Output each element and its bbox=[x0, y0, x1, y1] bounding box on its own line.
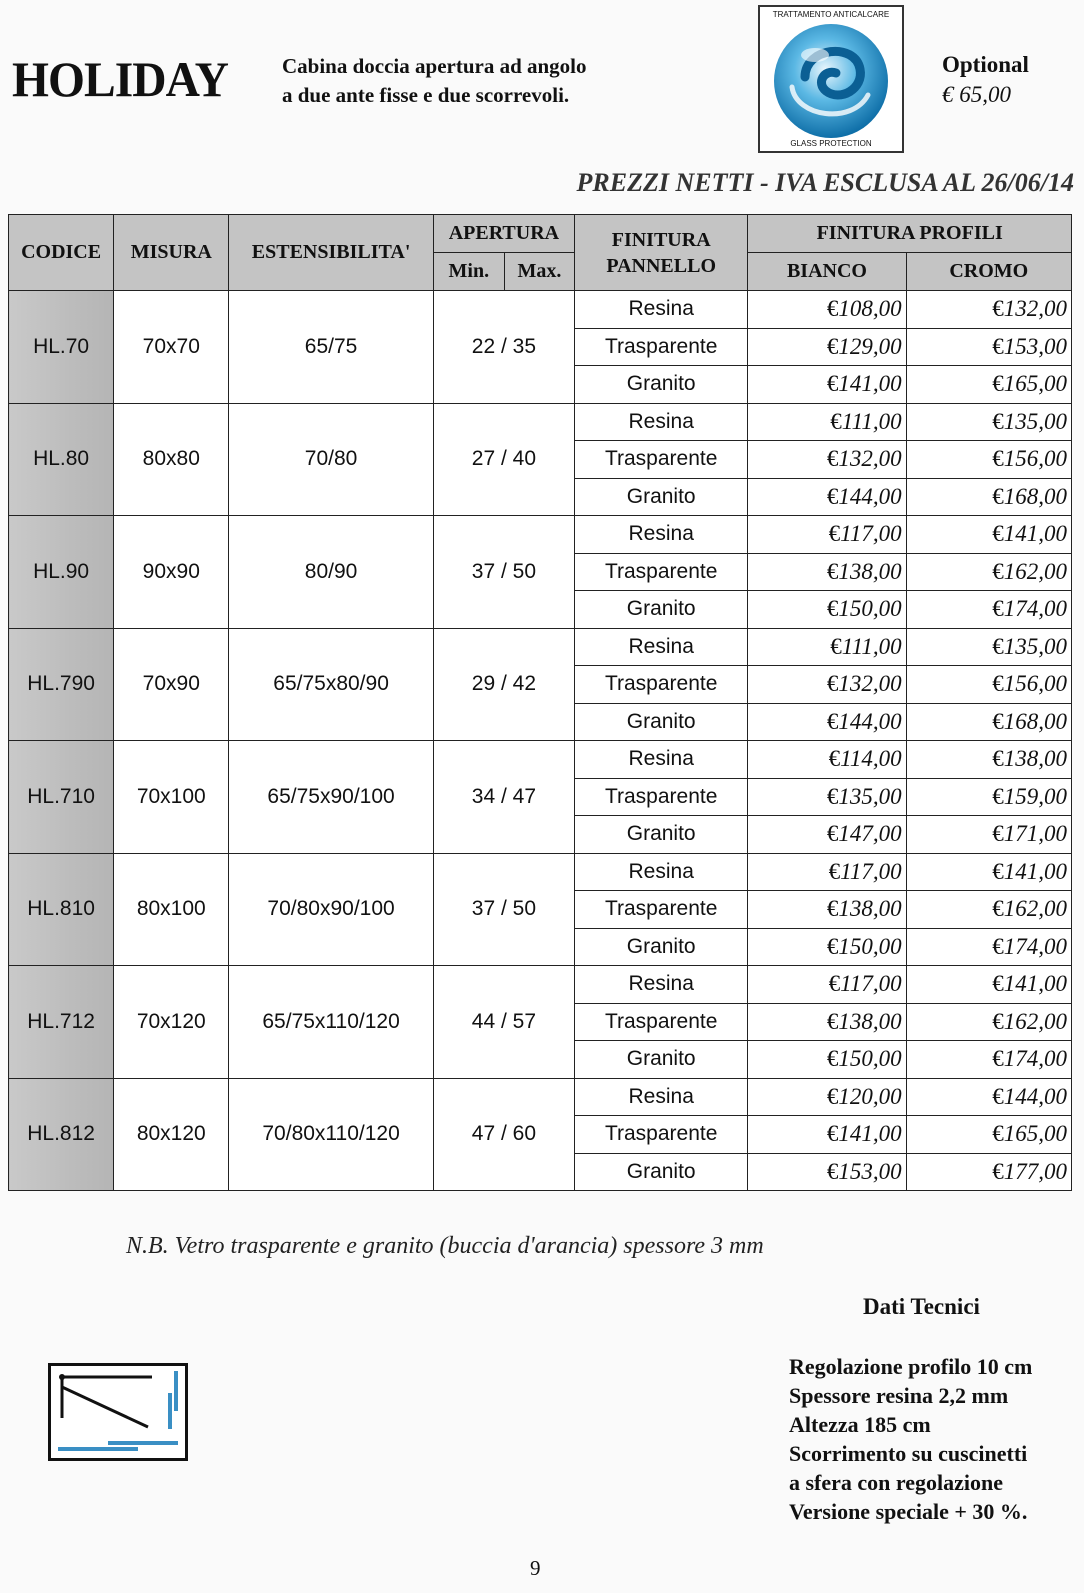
finitura-cell: Resina bbox=[575, 741, 748, 779]
table-row bbox=[9, 1078, 1072, 1116]
bianco-price-cell bbox=[748, 778, 906, 816]
price-value: 174,00 bbox=[1003, 596, 1067, 622]
euro-symbol: € bbox=[992, 896, 1004, 922]
code-cell: HL.790 bbox=[9, 628, 114, 741]
bianco-price-cell bbox=[748, 741, 906, 779]
finitura-cell: Resina bbox=[575, 853, 748, 891]
price-value: 138,00 bbox=[1003, 746, 1067, 772]
price-value: 162,00 bbox=[1003, 896, 1067, 922]
euro-symbol: € bbox=[826, 1121, 839, 1147]
code-cell: HL.810 bbox=[9, 853, 114, 966]
finitura-cell: Resina bbox=[575, 291, 748, 329]
price-value: 141,00 bbox=[1003, 858, 1067, 884]
optional-price: € 65,00 bbox=[942, 82, 1011, 107]
misura-cell: 80x100 bbox=[114, 853, 229, 966]
euro-symbol: € bbox=[992, 408, 1004, 434]
euro-symbol: € bbox=[992, 1121, 1004, 1147]
header-min: Min. bbox=[433, 253, 504, 291]
code-cell: HL.712 bbox=[9, 966, 114, 1079]
euro-symbol: € bbox=[992, 596, 1004, 622]
finitura-cell: Trasparente bbox=[575, 1116, 748, 1154]
euro-symbol: € bbox=[992, 671, 1004, 697]
faint-bleed-text bbox=[32, 1218, 38, 1244]
euro-symbol: € bbox=[992, 1158, 1004, 1184]
cromo-price-cell bbox=[906, 441, 1071, 479]
bianco-price-cell bbox=[748, 441, 906, 479]
estensibilita-cell: 65/75x80/90 bbox=[229, 628, 433, 741]
price-value: 144,00 bbox=[838, 708, 902, 734]
apertura-cell: 37 / 50 bbox=[433, 516, 574, 629]
cromo-price-cell bbox=[906, 591, 1071, 629]
apertura-cell: 22 / 35 bbox=[433, 291, 574, 404]
finitura-cell: Trasparente bbox=[575, 441, 748, 479]
euro-symbol: € bbox=[826, 671, 839, 697]
cromo-price-cell bbox=[906, 853, 1071, 891]
euro-symbol: € bbox=[828, 521, 841, 547]
price-value: 120,00 bbox=[838, 1083, 902, 1109]
estensibilita-cell: 65/75x90/100 bbox=[229, 741, 433, 854]
misura-cell: 70x100 bbox=[114, 741, 229, 854]
header-max: Max. bbox=[504, 253, 574, 291]
table-row bbox=[9, 853, 1072, 891]
cromo-price-cell bbox=[906, 1078, 1071, 1116]
finitura-cell: Granito bbox=[575, 478, 748, 516]
misura-cell: 70x90 bbox=[114, 628, 229, 741]
dati-line: Altezza 185 cm bbox=[789, 1412, 931, 1437]
anticalcare-logo bbox=[758, 5, 904, 153]
finitura-cell: Trasparente bbox=[575, 328, 748, 366]
cromo-price-cell bbox=[906, 291, 1071, 329]
cromo-price-cell bbox=[906, 816, 1071, 854]
price-value: 114,00 bbox=[840, 746, 902, 772]
finitura-cell: Trasparente bbox=[575, 778, 748, 816]
price-value: 162,00 bbox=[1003, 1008, 1067, 1034]
product-description bbox=[282, 52, 587, 110]
euro-symbol: € bbox=[826, 1008, 839, 1034]
price-value: 174,00 bbox=[1003, 933, 1067, 959]
price-value: 165,00 bbox=[1003, 1121, 1067, 1147]
price-value: 171,00 bbox=[1003, 821, 1067, 847]
estensibilita-cell: 70/80 bbox=[229, 403, 433, 516]
code-cell: HL.90 bbox=[9, 516, 114, 629]
bianco-price-cell bbox=[748, 1116, 906, 1154]
bianco-price-cell bbox=[748, 1003, 906, 1041]
table-row bbox=[9, 291, 1072, 329]
dati-line: Regolazione profilo 10 cm bbox=[789, 1354, 1033, 1379]
finitura-cell: Granito bbox=[575, 1153, 748, 1191]
price-value: 156,00 bbox=[1003, 446, 1067, 472]
bianco-price-cell bbox=[748, 891, 906, 929]
apertura-cell: 29 / 42 bbox=[433, 628, 574, 741]
euro-symbol: € bbox=[826, 558, 839, 584]
finitura-cell: Resina bbox=[575, 1078, 748, 1116]
price-value: 132,00 bbox=[838, 446, 902, 472]
cromo-price-cell bbox=[906, 628, 1071, 666]
estensibilita-cell: 80/90 bbox=[229, 516, 433, 629]
bianco-price-cell bbox=[748, 1078, 906, 1116]
estensibilita-cell: 65/75x110/120 bbox=[229, 966, 433, 1079]
dati-line: Spessore resina 2,2 mm bbox=[789, 1383, 1009, 1408]
euro-symbol: € bbox=[992, 633, 1004, 659]
euro-symbol: € bbox=[992, 1046, 1004, 1072]
nb-note: N.B. Vetro trasparente e granito (buccia d'arancia) spessore 3 mm bbox=[126, 1233, 764, 1259]
cromo-price-cell bbox=[906, 478, 1071, 516]
dati-tecnici-list bbox=[789, 1352, 1032, 1526]
cromo-price-cell bbox=[906, 328, 1071, 366]
euro-symbol: € bbox=[826, 1046, 839, 1072]
header-estensibilita: ESTENSIBILITA' bbox=[229, 215, 433, 291]
finitura-cell: Granito bbox=[575, 928, 748, 966]
bianco-price-cell bbox=[748, 516, 906, 554]
header-finitura-pannello: FINITURA PANNELLO bbox=[575, 215, 748, 291]
price-value: 108,00 bbox=[838, 296, 902, 322]
price-value: 174,00 bbox=[1003, 1046, 1067, 1072]
apertura-cell: 47 / 60 bbox=[433, 1078, 574, 1191]
price-value: 117,00 bbox=[840, 521, 902, 547]
estensibilita-cell: 70/80x110/120 bbox=[229, 1078, 433, 1191]
header-bianco: BIANCO bbox=[748, 253, 906, 291]
euro-symbol: € bbox=[826, 483, 839, 509]
price-value: 138,00 bbox=[838, 1008, 902, 1034]
cromo-price-cell bbox=[906, 666, 1071, 704]
cromo-price-cell bbox=[906, 516, 1071, 554]
finitura-cell: Trasparente bbox=[575, 1003, 748, 1041]
misura-cell: 70x120 bbox=[114, 966, 229, 1079]
finitura-cell: Resina bbox=[575, 403, 748, 441]
finitura-cell: Trasparente bbox=[575, 891, 748, 929]
euro-symbol: € bbox=[826, 1158, 839, 1184]
header-codice: CODICE bbox=[9, 215, 114, 291]
header-apertura: APERTURA bbox=[433, 215, 574, 253]
price-value: 117,00 bbox=[840, 971, 902, 997]
euro-symbol: € bbox=[826, 783, 839, 809]
price-value: 159,00 bbox=[1003, 783, 1067, 809]
bianco-price-cell bbox=[748, 703, 906, 741]
euro-symbol: € bbox=[992, 971, 1004, 997]
cromo-price-cell bbox=[906, 1041, 1071, 1079]
price-value: 117,00 bbox=[840, 858, 902, 884]
euro-symbol: € bbox=[992, 1008, 1004, 1034]
cromo-price-cell bbox=[906, 703, 1071, 741]
price-value: 135,00 bbox=[1003, 408, 1067, 434]
price-value: 132,00 bbox=[1003, 296, 1067, 322]
bianco-price-cell bbox=[748, 366, 906, 404]
price-value: 144,00 bbox=[838, 483, 902, 509]
euro-symbol: € bbox=[992, 821, 1004, 847]
page-number: 9 bbox=[530, 1556, 541, 1580]
euro-symbol: € bbox=[992, 933, 1004, 959]
table-row bbox=[9, 966, 1072, 1004]
bianco-price-cell bbox=[748, 1153, 906, 1191]
price-value: 147,00 bbox=[838, 821, 902, 847]
euro-symbol: € bbox=[992, 708, 1004, 734]
cromo-price-cell bbox=[906, 741, 1071, 779]
price-value: 111,00 bbox=[841, 633, 902, 659]
subtitle-line-1: Cabina doccia apertura ad angolo bbox=[282, 54, 587, 78]
finitura-cell: Granito bbox=[575, 816, 748, 854]
shower-plan-diagram-icon bbox=[48, 1363, 188, 1461]
euro-symbol: € bbox=[826, 708, 839, 734]
cromo-price-cell bbox=[906, 403, 1071, 441]
price-value: 177,00 bbox=[1003, 1158, 1067, 1184]
euro-symbol: € bbox=[828, 971, 841, 997]
price-value: 162,00 bbox=[1003, 558, 1067, 584]
dati-tecnici-title: Dati Tecnici bbox=[863, 1294, 980, 1319]
bianco-price-cell bbox=[748, 928, 906, 966]
optional-box bbox=[942, 50, 1029, 110]
code-cell: HL.80 bbox=[9, 403, 114, 516]
price-value: 153,00 bbox=[838, 1158, 902, 1184]
code-cell: HL.812 bbox=[9, 1078, 114, 1191]
apertura-cell: 44 / 57 bbox=[433, 966, 574, 1079]
price-value: 135,00 bbox=[838, 783, 902, 809]
bianco-price-cell bbox=[748, 666, 906, 704]
euro-symbol: € bbox=[826, 371, 839, 397]
finitura-cell: Trasparente bbox=[575, 666, 748, 704]
price-value: 141,00 bbox=[1003, 971, 1067, 997]
header-misura: MISURA bbox=[114, 215, 229, 291]
euro-symbol: € bbox=[828, 746, 841, 772]
cromo-price-cell bbox=[906, 966, 1071, 1004]
price-value: 141,00 bbox=[1003, 521, 1067, 547]
euro-symbol: € bbox=[992, 746, 1004, 772]
euro-symbol: € bbox=[992, 783, 1004, 809]
euro-symbol: € bbox=[826, 333, 839, 359]
finitura-cell: Trasparente bbox=[575, 553, 748, 591]
code-cell: HL.70 bbox=[9, 291, 114, 404]
euro-symbol: € bbox=[992, 446, 1004, 472]
table-row bbox=[9, 403, 1072, 441]
finitura-cell: Granito bbox=[575, 703, 748, 741]
price-value: 129,00 bbox=[838, 333, 902, 359]
euro-symbol: € bbox=[826, 821, 839, 847]
table-row bbox=[9, 516, 1072, 554]
cromo-price-cell bbox=[906, 1153, 1071, 1191]
finitura-cell: Granito bbox=[575, 1041, 748, 1079]
logo-bottom-text: GLASS PROTECTION bbox=[790, 139, 872, 148]
euro-symbol: € bbox=[830, 633, 842, 659]
euro-symbol: € bbox=[830, 408, 842, 434]
cromo-price-cell bbox=[906, 366, 1071, 404]
bianco-price-cell bbox=[748, 403, 906, 441]
bianco-price-cell bbox=[748, 291, 906, 329]
misura-cell: 70x70 bbox=[114, 291, 229, 404]
euro-symbol: € bbox=[826, 296, 839, 322]
bianco-price-cell bbox=[748, 328, 906, 366]
euro-symbol: € bbox=[992, 558, 1004, 584]
price-value: 144,00 bbox=[1003, 1083, 1067, 1109]
brand-title: HOLIDAY bbox=[12, 51, 228, 107]
apertura-cell: 27 / 40 bbox=[433, 403, 574, 516]
bianco-price-cell bbox=[748, 816, 906, 854]
price-table bbox=[8, 214, 1072, 1191]
optional-label: Optional bbox=[942, 52, 1029, 77]
finitura-cell: Resina bbox=[575, 966, 748, 1004]
bianco-price-cell bbox=[748, 591, 906, 629]
misura-cell: 80x80 bbox=[114, 403, 229, 516]
finitura-cell: Resina bbox=[575, 628, 748, 666]
price-value: 141,00 bbox=[838, 1121, 902, 1147]
euro-symbol: € bbox=[828, 858, 841, 884]
logo-top-text: TRATTAMENTO ANTICALCARE bbox=[772, 10, 890, 19]
price-value: 168,00 bbox=[1003, 708, 1067, 734]
code-cell: HL.710 bbox=[9, 741, 114, 854]
euro-symbol: € bbox=[992, 371, 1004, 397]
price-value: 156,00 bbox=[1003, 671, 1067, 697]
dati-line: a sfera con regolazione bbox=[789, 1470, 1004, 1495]
bianco-price-cell bbox=[748, 853, 906, 891]
euro-symbol: € bbox=[992, 858, 1004, 884]
price-value: 168,00 bbox=[1003, 483, 1067, 509]
header-finitura-profili: FINITURA PROFILI bbox=[748, 215, 1072, 253]
finitura-cell: Resina bbox=[575, 516, 748, 554]
price-value: 150,00 bbox=[838, 1046, 902, 1072]
bianco-price-cell bbox=[748, 553, 906, 591]
subtitle-line-2: a due ante fisse e due scorrevoli. bbox=[282, 83, 570, 107]
cromo-price-cell bbox=[906, 1116, 1071, 1154]
table-row bbox=[9, 628, 1072, 666]
cromo-price-cell bbox=[906, 778, 1071, 816]
bianco-price-cell bbox=[748, 478, 906, 516]
price-value: 153,00 bbox=[1003, 333, 1067, 359]
dati-line: Scorrimento su cuscinetti bbox=[789, 1441, 1028, 1466]
price-value: 135,00 bbox=[1003, 633, 1067, 659]
glass-protection-icon bbox=[760, 7, 902, 151]
apertura-cell: 34 / 47 bbox=[433, 741, 574, 854]
bianco-price-cell bbox=[748, 1041, 906, 1079]
cromo-price-cell bbox=[906, 553, 1071, 591]
header-cromo: CROMO bbox=[906, 253, 1071, 291]
price-table-body bbox=[9, 291, 1072, 1191]
finitura-cell: Granito bbox=[575, 366, 748, 404]
estensibilita-cell: 70/80x90/100 bbox=[229, 853, 433, 966]
price-value: 150,00 bbox=[838, 596, 902, 622]
euro-symbol: € bbox=[826, 896, 839, 922]
table-row bbox=[9, 741, 1072, 779]
prezzi-note: PREZZI NETTI - IVA ESCLUSA AL 26/06/14 bbox=[576, 168, 1074, 197]
euro-symbol: € bbox=[826, 1083, 839, 1109]
bianco-price-cell bbox=[748, 628, 906, 666]
price-value: 150,00 bbox=[838, 933, 902, 959]
price-value: 111,00 bbox=[841, 408, 902, 434]
euro-symbol: € bbox=[826, 596, 839, 622]
euro-symbol: € bbox=[992, 333, 1004, 359]
euro-symbol: € bbox=[992, 483, 1004, 509]
finitura-cell: Granito bbox=[575, 591, 748, 629]
price-value: 138,00 bbox=[838, 896, 902, 922]
price-value: 132,00 bbox=[838, 671, 902, 697]
price-value: 138,00 bbox=[838, 558, 902, 584]
euro-symbol: € bbox=[826, 446, 839, 472]
estensibilita-cell: 65/75 bbox=[229, 291, 433, 404]
cromo-price-cell bbox=[906, 1003, 1071, 1041]
price-value: 165,00 bbox=[1003, 371, 1067, 397]
bianco-price-cell bbox=[748, 966, 906, 1004]
cromo-price-cell bbox=[906, 928, 1071, 966]
cromo-price-cell bbox=[906, 891, 1071, 929]
euro-symbol: € bbox=[992, 296, 1004, 322]
misura-cell: 90x90 bbox=[114, 516, 229, 629]
misura-cell: 80x120 bbox=[114, 1078, 229, 1191]
euro-symbol: € bbox=[992, 1083, 1004, 1109]
dati-line: Versione speciale + 30 %. bbox=[789, 1499, 1028, 1524]
euro-symbol: € bbox=[992, 521, 1004, 547]
apertura-cell: 37 / 50 bbox=[433, 853, 574, 966]
euro-symbol: € bbox=[826, 933, 839, 959]
price-value: 141,00 bbox=[838, 371, 902, 397]
